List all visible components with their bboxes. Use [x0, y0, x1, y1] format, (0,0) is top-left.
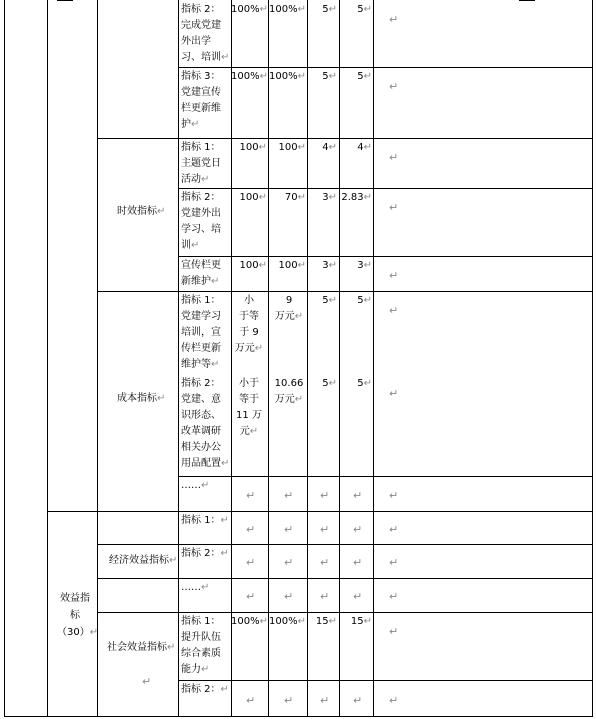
row-7-actual-line: 10.66 — [274, 378, 304, 389]
paragraph-mark: ↵ — [157, 393, 166, 404]
row-11-indicator — [181, 580, 209, 596]
row-1-annual-target — [231, 2, 267, 18]
row-5-indicator-line: 宣传栏更 — [181, 260, 221, 271]
paragraph-mark: ↵ — [297, 192, 306, 203]
row-3-score — [339, 140, 372, 156]
top-edge-fragment — [519, 0, 535, 1]
row-4-actual — [268, 190, 306, 206]
paragraph-mark: ↵ — [249, 426, 259, 437]
paragraph-mark: ↵ — [294, 394, 304, 405]
row-3-reason-empty: ↵ — [389, 151, 399, 164]
paragraph-mark: ↵ — [297, 71, 306, 82]
paragraph-mark: ↵ — [363, 192, 372, 203]
paragraph-mark: ↵ — [297, 4, 306, 15]
row-2-indicator-line: 栏更新维 — [181, 103, 221, 114]
row-2-score-line: 5 — [357, 71, 364, 82]
paragraph-mark: ↵ — [259, 71, 268, 82]
paragraph-mark: ↵ — [167, 642, 176, 653]
paragraph-mark: ↵ — [328, 71, 337, 82]
row-9-indicator-line: 指标 1： — [181, 515, 221, 526]
row-1-score — [339, 2, 372, 18]
row-1-weight-line: 5 — [322, 4, 329, 15]
paragraph-mark: ↵ — [328, 192, 337, 203]
row-12-actual-line: 100% — [269, 616, 298, 627]
paragraph-mark: ↵ — [363, 4, 372, 15]
row-6-indicator-line: 党建学习 — [181, 311, 221, 322]
paragraph-mark: ↵ — [221, 52, 230, 63]
row-9-actual-empty: ↵ — [284, 522, 294, 536]
paragraph-mark: ↵ — [221, 458, 230, 469]
row-4-indicator-line: 党建外出 — [181, 208, 221, 219]
row-8-reason-empty: ↵ — [389, 488, 399, 502]
paragraph-mark: ↵ — [201, 174, 210, 185]
row-3-actual — [268, 140, 306, 156]
paragraph-mark: ↵ — [259, 4, 268, 15]
row-11-reason-empty: ↵ — [389, 590, 399, 603]
row-6-score-line: 5 — [357, 295, 364, 306]
paragraph-mark: ↵ — [328, 142, 337, 153]
row-2-actual — [268, 69, 306, 85]
row-8-annual-target-empty: ↵ — [246, 488, 256, 502]
row-11-actual-empty: ↵ — [284, 590, 294, 603]
row-13-indicator — [181, 682, 229, 698]
paragraph-mark: ↵ — [297, 616, 306, 627]
paragraph-mark: ↵ — [89, 627, 99, 638]
row-6-reason-empty: ↵ — [389, 304, 399, 317]
row-8-score-empty: ↵ — [353, 488, 363, 502]
row-12-indicator-line: 提升队伍 — [181, 632, 221, 643]
row-3-score-line: 4 — [357, 142, 364, 153]
row-4-annual-target-line: 100 — [239, 192, 259, 203]
row-7-indicator-line: 用品配置 — [181, 458, 221, 469]
paragraph-mark: ↵ — [259, 616, 268, 627]
row-11-annual-target-empty: ↵ — [246, 590, 256, 603]
paragraph-mark: ↵ — [363, 295, 372, 306]
row-5-score-line: 3 — [357, 260, 364, 271]
paragraph-mark: ↵ — [328, 260, 337, 271]
category-benefit-line: 标 — [70, 610, 80, 621]
row-divider — [178, 67, 592, 68]
row-7-actual — [272, 376, 306, 408]
paragraph-mark: ↵ — [258, 192, 267, 203]
paragraph-mark: ↵ — [201, 582, 210, 593]
column-divider — [231, 0, 232, 717]
column-divider — [268, 0, 269, 717]
row-10-annual-target-empty: ↵ — [246, 556, 256, 569]
row-1-actual-line: 100% — [269, 4, 298, 15]
row-1-indicator-line: 指标 2： — [181, 4, 221, 15]
row-1-annual-target-line: 100% — [231, 4, 260, 15]
subcategory-economic-benefit — [109, 553, 177, 569]
row-1-indicator — [181, 2, 229, 66]
row-divider — [178, 188, 592, 189]
row-7-actual-line: 万元 — [274, 394, 295, 405]
row-7-weight — [307, 376, 337, 392]
row-6-indicator-line: 培训，宣 — [181, 327, 221, 338]
row-6-weight-line: 5 — [322, 295, 329, 306]
paragraph-mark: ↵ — [363, 71, 372, 82]
row-3-annual-target-line: 100 — [239, 142, 259, 153]
row-12-weight — [307, 614, 337, 630]
row-1-actual — [268, 2, 306, 18]
column-divider — [339, 0, 340, 717]
row-4-score-line: 2.83 — [341, 192, 364, 203]
row-6-annual-target-line: 于等 — [239, 311, 259, 322]
subcategory-economic-benefit-line: 经济效益指标 — [109, 555, 169, 566]
row-11-score-empty: ↵ — [353, 590, 363, 603]
row-3-indicator-line: 指标 1： — [181, 142, 221, 153]
top-edge-fragment — [57, 0, 73, 1]
row-5-indicator — [181, 258, 221, 290]
paragraph-mark: ↵ — [363, 142, 372, 153]
row-3-actual-line: 100 — [278, 142, 298, 153]
paragraph-mark: ↵ — [328, 4, 337, 15]
row-8-indicator-line: …… — [181, 480, 201, 491]
row-8-indicator — [181, 478, 209, 494]
row-5-annual-target — [231, 258, 267, 274]
row-5-score — [339, 258, 372, 274]
row-2-annual-target-line: 100% — [231, 71, 260, 82]
row-7-indicator-line: 改革调研 — [181, 426, 221, 437]
paragraph-mark: ↵ — [201, 480, 210, 491]
paragraph-mark: ↵ — [201, 664, 210, 675]
subcategory-cost-line: 成本指标 — [117, 393, 157, 404]
row-10-actual-empty: ↵ — [284, 556, 294, 569]
row-12-weight-line: 15 — [315, 616, 329, 627]
row-2-actual-line: 100% — [269, 71, 298, 82]
row-9-indicator — [181, 513, 229, 529]
paragraph-mark: ↵ — [191, 119, 200, 130]
row-1-indicator-line: 完成党建 — [181, 20, 221, 31]
row-12-annual-target — [231, 614, 267, 630]
row-divider — [178, 680, 592, 681]
paragraph-mark: ↵ — [328, 378, 337, 389]
row-4-reason-empty: ↵ — [389, 201, 399, 214]
row-12-score — [339, 614, 372, 630]
row-6-annual-target-line: 万元 — [234, 343, 255, 354]
row-7-weight-line: 5 — [322, 378, 329, 389]
row-3-indicator-line: 主题党日 — [181, 158, 221, 169]
row-2-indicator-line: 护 — [181, 119, 191, 130]
row-2-indicator-line: 党建宣传 — [181, 87, 221, 98]
subcategory-cost — [117, 391, 165, 407]
paragraph-mark: ↵ — [191, 240, 200, 251]
row-7-indicator-line: 党建、意 — [181, 394, 221, 405]
row-6-actual-line: 9 — [285, 295, 293, 306]
row-7-annual-target-line: 小于 — [239, 378, 259, 389]
paragraph-mark: ↵ — [363, 616, 372, 627]
row-4-actual-line: 70 — [284, 192, 298, 203]
row-3-indicator — [181, 140, 221, 188]
row-4-indicator-line: 训 — [181, 240, 191, 251]
row-divider — [178, 256, 592, 257]
row-13-annual-target-empty: ↵ — [246, 693, 256, 707]
paragraph-mark: ↵ — [328, 295, 337, 306]
paragraph-mark: ↵ — [328, 616, 337, 627]
row-13-weight-empty: ↵ — [320, 693, 330, 707]
row-10-indicator — [181, 546, 229, 562]
row-1-indicator-line: 习、培训 — [181, 52, 221, 63]
row-7-score-line: 5 — [357, 378, 364, 389]
category-divider — [47, 511, 592, 512]
paragraph-mark: ↵ — [142, 675, 152, 688]
row-4-indicator-line: 学习、培 — [181, 224, 221, 235]
row-divider — [97, 612, 592, 613]
paragraph-mark: ↵ — [363, 378, 372, 389]
row-12-reason-empty: ↵ — [389, 625, 399, 638]
row-3-annual-target — [231, 140, 267, 156]
paragraph-mark: ↵ — [258, 142, 267, 153]
row-3-indicator-line: 活动 — [181, 174, 201, 185]
row-divider — [97, 291, 592, 292]
paragraph-mark: ↵ — [220, 548, 229, 559]
row-1-reason-empty: ↵ — [389, 13, 399, 26]
paragraph-mark: ↵ — [254, 343, 264, 354]
row-9-weight-empty: ↵ — [320, 522, 330, 536]
category-benefit-line: （30） — [57, 627, 90, 638]
row-7-annual-target — [234, 376, 264, 440]
row-5-annual-target-line: 100 — [239, 260, 259, 271]
row-2-indicator-line: 指标 3： — [181, 71, 221, 82]
row-5-weight-line: 3 — [322, 260, 329, 271]
row-7-indicator — [181, 376, 229, 472]
paragraph-mark: ↵ — [363, 260, 372, 271]
paragraph-mark: ↵ — [211, 359, 220, 370]
subcategory-social-benefit-line: 社会效益指标 — [107, 642, 167, 653]
row-divider — [178, 476, 592, 477]
row-7-reason-empty: ↵ — [389, 387, 399, 400]
row-7-indicator-line: 指标 2： — [181, 378, 221, 389]
category-benefit-line: 效益指 — [60, 593, 90, 604]
row-5-weight — [307, 258, 337, 274]
row-11-indicator-line: …… — [181, 582, 201, 593]
category-column-divider — [47, 0, 48, 717]
paragraph-mark: ↵ — [294, 311, 304, 322]
row-7-annual-target-line: 等于 — [239, 394, 259, 405]
row-6-weight — [307, 293, 337, 309]
paragraph-mark: ↵ — [297, 142, 306, 153]
subcategory-timeliness-line: 时效指标 — [117, 206, 157, 217]
row-10-indicator-line: 指标 2： — [181, 548, 221, 559]
row-2-weight-line: 5 — [322, 71, 329, 82]
table-right-border — [592, 0, 593, 717]
row-10-reason-empty: ↵ — [389, 556, 399, 569]
paragraph-mark: ↵ — [157, 206, 166, 217]
row-6-indicator-line: 维护等 — [181, 359, 211, 370]
row-2-indicator — [181, 69, 221, 133]
row-5-reason-empty: ↵ — [389, 268, 399, 282]
row-6-annual-target — [234, 293, 264, 357]
row-divider — [97, 578, 592, 579]
row-6-actual-line: 万元 — [274, 311, 295, 322]
row-6-annual-target-line: 于 9 — [239, 327, 259, 338]
column-divider — [307, 0, 308, 717]
row-12-score-line: 15 — [350, 616, 364, 627]
row-12-actual — [268, 614, 306, 630]
row-1-indicator-line: 外出学 — [181, 36, 211, 47]
row-7-indicator-line: 识形态、 — [181, 410, 221, 421]
paragraph-mark: ↵ — [258, 260, 267, 271]
row-4-score — [339, 190, 372, 206]
row-divider — [97, 138, 592, 139]
paragraph-mark: ↵ — [169, 555, 178, 566]
row-8-weight-empty: ↵ — [320, 488, 330, 502]
category-benefit — [57, 590, 99, 641]
row-6-indicator-line: 指标 1： — [181, 295, 221, 306]
row-6-actual — [272, 293, 306, 325]
column-divider — [373, 0, 374, 717]
row-4-indicator — [181, 190, 221, 254]
row-8-actual-empty: ↵ — [284, 488, 294, 502]
row-12-indicator-line: 综合素质 — [181, 648, 221, 659]
row-6-annual-target-line: 小 — [244, 295, 254, 306]
row-2-score — [339, 69, 372, 85]
row-4-weight-line: 3 — [322, 192, 329, 203]
row-4-weight — [307, 190, 337, 206]
row-13-indicator-line: 指标 2： — [181, 684, 221, 695]
row-11-weight-empty: ↵ — [320, 590, 330, 603]
row-2-annual-target — [231, 69, 267, 85]
row-9-reason-empty: ↵ — [389, 522, 399, 536]
row-6-indicator — [181, 293, 221, 373]
row-2-weight — [307, 69, 337, 85]
row-13-actual-empty: ↵ — [284, 693, 294, 707]
paragraph-mark: ↵ — [220, 684, 229, 695]
row-4-annual-target — [231, 190, 267, 206]
row-1-weight — [307, 2, 337, 18]
row-10-weight-empty: ↵ — [320, 556, 330, 569]
row-7-annual-target-line: 元 — [239, 426, 250, 437]
row-5-actual — [268, 258, 306, 274]
row-13-reason-empty: ↵ — [389, 693, 399, 707]
row-12-indicator-line: 能力 — [181, 664, 201, 675]
row-9-score-empty: ↵ — [353, 522, 363, 536]
table-left-border — [4, 0, 5, 717]
row-divider — [97, 544, 592, 545]
subcategory-timeliness — [117, 204, 165, 220]
column-divider — [178, 0, 179, 717]
row-7-score — [339, 376, 372, 392]
row-12-indicator — [181, 614, 221, 678]
subcategory-social-benefit — [107, 640, 175, 656]
row-10-score-empty: ↵ — [353, 556, 363, 569]
paragraph-mark: ↵ — [211, 276, 220, 287]
row-6-score — [339, 293, 372, 309]
row-5-indicator-line: 新维护 — [181, 276, 211, 287]
row-13-score-empty: ↵ — [353, 693, 363, 707]
row-4-indicator-line: 指标 2： — [181, 192, 221, 203]
row-12-indicator-line: 指标 1： — [181, 616, 221, 627]
row-6-indicator-line: 传栏更新 — [181, 343, 221, 354]
row-9-annual-target-empty: ↵ — [246, 522, 256, 536]
row-7-indicator-line: 相关办公 — [181, 442, 221, 453]
row-1-score-line: 5 — [357, 4, 364, 15]
row-2-reason-empty: ↵ — [389, 80, 399, 93]
row-3-weight-line: 4 — [322, 142, 329, 153]
row-3-weight — [307, 140, 337, 156]
paragraph-mark: ↵ — [220, 515, 229, 526]
row-7-annual-target-line: 11 万 — [236, 410, 262, 421]
table-bottom-border — [4, 716, 592, 717]
paragraph-mark: ↵ — [297, 260, 306, 271]
row-12-annual-target-line: 100% — [231, 616, 260, 627]
subcategory-column-divider — [97, 0, 98, 717]
row-5-actual-line: 100 — [278, 260, 298, 271]
